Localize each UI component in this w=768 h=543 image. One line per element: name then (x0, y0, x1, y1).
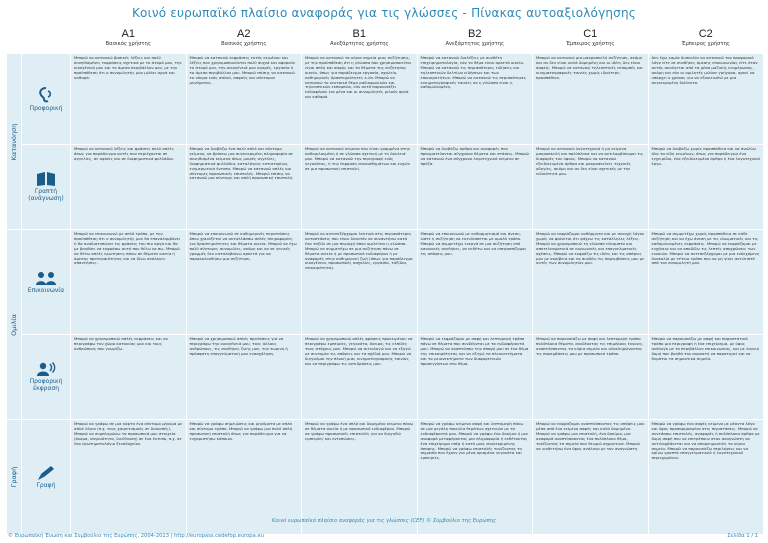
category-understanding: Κατανόηση (7, 54, 21, 229)
descriptor-reading-c2: Μπορώ να διαβάζω χωρίς προσπάθεια και να αναλύω όλα τα είδη κειμένων, όπως για παράδειγμα ένα εγχειρίδιο, ένα εξειδικευμένο άρθρο ή ένα λογοτεχνικό έργο. (649, 145, 764, 229)
conversation-icon (35, 270, 57, 286)
level-header-row (7, 27, 763, 53)
book-icon (35, 171, 57, 187)
descriptor-interaction-b2: Μπορώ να επικοινωνώ με αυθορμητισμό και άνεση, ώστε η συζήτηση να εκτυλίσσεται με ομαλό τρόπο. Μπορώ να συμμετέχω ενεργά σε μια συζήτηση υπό κανονικές συνθήκες, να εκθέτω και να υπερασπίζομαι τις απόψεις μου. (418, 230, 533, 334)
descriptor-reading-a2: Μπορώ να διαβάζω ένα πολύ απλό και σύντομο κείμενο, να βρίσκω μια συγκεκριμένη πληροφορία σε συνηθισμένα κείμενα όπως μικρές αγγελίες, διαφημιστικά φυλλάδια, καταλόγους εστιατορίων, ενημερωτικά έντυπα. Μπορώ να κατανοώ απλές και σύντομες προσωπικές επιστολές. Μπορώ επίσης να κατανοώ μια σύντομη και απλή προσωπική επιστολή. (187, 145, 302, 229)
descriptor-listening-a2: Μπορώ να κατανοώ εκφράσεις εκτός κειμένου και λέξεις που χρησιμοποιούνται πολύ συχνά και αφορούν το άτομό μου, την οικογένειά μου αγορές, εργασία ή το άμεσο περιβάλλον μου. Μπορώ επίσης να κατανοώ το νόημα ενός απλού, σαφούς και σύντομου μηνύματος. (187, 54, 302, 144)
descriptor-listening-a1: Μπορώ να κατανοώ βασικές λέξεις και πολύ συνηθισμένες εκφράσεις σχετικά με το άτομό μου, την οικογένειά μου και το άμεσο περιβάλλον μου, με την προϋπόθεση ότι ο συνομιλητής μου μιλάει αργά και καθαρά. (71, 54, 186, 144)
skill-interaction: Επικοινωνία (22, 230, 70, 334)
descriptor-interaction-b1: Μπορώ να αντεπεξέρχομαι λεκτικά στις περισσότερες καταστάσεις που είναι δυνατόν να συναντήσω κατά ένα ταξίδι σε μια περιοχή όπου ομιλείται η γλώσσα. Μπορώ να συμμετέχω σε μια συζήτηση πάνω σε θέματα οικεία ή με προσωπικό ενδιαφέρον ή με αναφορές στην καθημερινή ζωή (όπως για παράδειγμα οικογένεια, προσωπικές ασχολίες, εργασία, ταξίδια, επικαιρότητα). (302, 230, 417, 334)
descriptor-listening-c2: Δεν έχω καμία δυσκολία να κατανοώ τον προφορικό λόγο είτε σε συνθήκες άμεσης επικοινωνίας είτε όταν αυτός ακούγεται από τα μέσα μαζικής ενημέρωσης, ακόμη και εάν οι ομιλητές μιλάνε γρήγορα, αρκεί να υπάρχει ο χρόνος για να εξοικειωθώ με μια συγκεκριμένη διάλεκτο. (649, 54, 764, 144)
descriptor-writing-b1: Μπορώ να γράφω ένα απλό και δομημένο κείμενο πάνω σε θέματα οικεία ή με προσωπικό ενδιαφέρον. Μπορώ να γράφω προσωπικές επιστολές για να διηγηθώ εμπειρίες και εντυπώσεις. (302, 420, 417, 534)
descriptor-writing-c2: Μπορώ να γράφω ένα σαφές κείμενο με ρέοντα λόγο και ύφος προσαρμοσμένο στις περιστάσεις. Μπορώ να συντάσσω επιστολές, αναφορές ή πολύπλοκα άρθρα με δομή σαφή που να επιτρέπουν στον αναγνώστη να αντιλαμβάνεται και να απομνημονεύει τα κύρια σημεία. Μπορώ να παρουσιάζω περιλήψεις και να κρίνω γραπτά επαγγελματικού ή λογοτεχνικού περιεχομένου. (649, 420, 764, 534)
reading-row (7, 145, 763, 229)
skill-production: Προφορική έκφραση (22, 335, 70, 419)
ear-icon (35, 86, 57, 104)
level-header-a1: A1 Βασικός χρήστης (71, 27, 186, 53)
writing-row (7, 420, 763, 534)
copyright-footer: © Ευρωπαϊκή Ένωση και Συμβούλιο της Ευρώπης, 2004-2013 | http://europass.cedefop.europa.eu (8, 533, 264, 539)
descriptor-reading-b1: Μπορώ να κατανοώ κείμενα που είναι γραμμένα στην καθομιλουμένη ή σε γλώσσα σχετική με τη δουλειά μου. Μπορώ να κατανοώ την περιγραφή ενός γεγονότος, ή την έκφραση συναισθημάτων και ευχών σε μια προσωπική επιστολή. (302, 145, 417, 229)
category-writing: Γραφή (7, 420, 21, 534)
descriptor-reading-b2: Μπορώ να διαβάζω άρθρα και αναφορές που πραγματεύονται σύγχρονα θέματα και στάσεις. Μπορώ να κατανοώ ένα σύγχρονο λογοτεχνικό κείμενο σε πρόζα. (418, 145, 533, 229)
self-assessment-grid (6, 26, 764, 535)
descriptor-production-c1: Μπορώ να παρουσιάζω με σαφή και λεπτομερή τρόπο πολύπλοκα θέματα, συνδέοντας τις επιμέρους έννοιες, αναπτύσσοντας τα κύρια σημεία και ολοκληρώνοντας τις παρεμβάσεις μου με προσωπικό τρόπο. (533, 335, 648, 419)
descriptor-listening-b1: Μπορώ να κατανοώ τα κύρια σημεία μιας συζήτησης, με την προϋπόθεση ότι η γλώσσα που χρησιμοποιείται είναι απλή και σαφής και τα θέματα της συζήτησης οικεία, όπως για παράδειγμα εργασία, σχολείο, καθημερινές δραστηριότητες κ.λπ. Μπορώ να κατανοώ το κεντρικό θέμα ραδιοφωνικών και τηλεοπτικών εκπομπών, εάν αυτό παρουσιάζει ενδιαφέρον για μένα και οι συνομιλητές μιλούν αργά και καθαρά. (302, 54, 417, 144)
level-header-a2: A2 Βασικός χρήστης (187, 27, 302, 53)
production-row (7, 335, 763, 419)
descriptor-production-c2: Μπορώ να παρουσιάζω με σαφή και παραστατικό τρόπο μια περιγραφή ή ένα επιχείρημα, με ύφος ανάλογο με το περιβάλλον επικοινωνίας, και με λογική δομή που βοηθά τον ακροατή να παρατηρεί και να θυμάται τα σημαντικά σημεία. (649, 335, 764, 419)
descriptor-reading-a1: Μπορώ να κατανοώ λέξεις και φράσεις πολύ απλές όπως για παράδειγμα αυτές που περιέχονται σε αγγελίες, σε αφίσες και σε διαφημιστικά φυλλάδια. (71, 145, 186, 229)
descriptor-listening-c1: Μπορώ να κατανοώ μια μακροσκελή συζήτηση, ακόμη και αν δεν είναι καλά δομημένη και οι ιδέες δεν είναι σαφείς. Μπορώ να κατανοώ τηλεοπτικές εκπομπές και κινηματογραφικές ταινίες χωρίς ιδιαίτερη προσπάθεια. (533, 54, 648, 144)
level-header-b2: B2 Ανεξάρτητος χρήστης (418, 27, 533, 53)
skill-reading: Γραπτή (ανάγνωση) (22, 145, 70, 229)
descriptor-production-b1: Μπορώ να χρησιμοποιώ απλές φράσεις προκειμένου να περιγράψω εμπειρίες, γεγονότα, όνειρα, τις ελπίδες τους στόχους μου. Μπορώ να αιτιολογώ και να εξηγώ με συντομία τις απόψεις και τα σχέδιά μου. Μπορώ να διηγούμαι την πλοκή μιας κινηματογραφικής ταινίας και να περιγράφω τις αντιδράσεις μου. (302, 335, 417, 419)
descriptor-writing-c1: Μπορώ να εκφράζομαι αναπτύσσοντας τις απόψεις μου μέσα από ένα κείμενο σαφές και καλά δομημένο. Μπορώ να γράφω μια επιστολή, ένα δοκίμιο, μια αναφορά αναπτύσσοντας ένα πολύπλοκο θέμα, τονίζοντας τα σημεία που θεωρώ σημαντικά. Μπορώ να υιοθετήσω ένα ύφος ανάλογο με τον αναγνώστη. (533, 420, 648, 534)
descriptor-production-a2: Μπορώ να χρησιμοποιώ απλές προτάσεις για να περιγράφω την οικογένειά μου, τους άλλους ανθρώπους, τις συνθήκες ζωής μου, την τωρινή ή πρόσφατη επαγγελματική μου ενασχόληση. (187, 335, 302, 419)
descriptor-interaction-c2: Μπορώ να συμμετέχω χωρίς προσπάθεια σε κάθε συζήτηση και να έχω άνεση με τις ιδιωματικές και τις καθομιλουμένες εκφράσεις. Μπορώ να εκφράζομαι με ευχέρεια και να αποδίδω τις λεπτές αποχρώσεις των εννοιών. Μπορώ να αντεπεξέρχομαι με μια ενδεχόμενη δυσκολία με τέτοιο τρόπο που να μη γίνει αντιληπτό από τον συνομιλητή μου. (649, 230, 764, 334)
level-header-b1: B1 Ανεξάρτητος χρήστης (302, 27, 417, 53)
skill-writing: Γραφή (22, 420, 70, 534)
page-title: Κοινό ευρωπαϊκό πλαίσιο αναφοράς για τις γλώσσες - Πίνακας αυτοαξιολόγησης (131, 6, 637, 20)
descriptor-writing-a2: Μπορώ να γράφω σημειώσεις και μηνύματα με απλά και σύντομο τρόπο. Μπορώ να γράφω μια πολύ απλή προσωπική επιστολή όπως για παράδειγμα για να ευχαριστήσω κάποιον. (187, 420, 302, 534)
descriptor-listening-b2: Μπορώ να κατανοώ διαλέξεις με συνθέτη επιχειρηματολογία, εάν το θέμα είναι αρκετά οικείο. Μπορώ να κατανοώ τις περισσότερες ειδήσεις και τηλεοπτικών δελτίων ειδήσεων και των επικαιροτήτων. Μπορώ να κατανοώ τις περισσότερες κινηματογραφικές ταινίες αν η γλώσσα είναι η καθομιλουμένη. (418, 54, 533, 144)
descriptor-reading-c1: Μπορώ να κατανοώ λογοτεχνικά ή μη κείμενα μακροσκελή και πολύπλοκα και να αντιλαμβάνομαι τις διαφορές του ύφους. Μπορώ να κατανοώ εξειδικευμένα άρθρα και μακροσκελείς τεχνικές οδηγίες, ακόμη και αν δεν είναι σχετικές με την ειδικότητά μου. (533, 145, 648, 229)
descriptor-production-b2: Μπορώ να εκφράζομαι με σαφή και λεπτομερή τρόπο πάνω σε θέματα που συνδέονται με τα ενδιαφέροντά μου. Μπορώ να αναπτύσσω την άποψή μου σε ένα θέμα της επικαιρότητας και να εξηγώ τα πλεονεκτήματα και τα μειονεκτήματα των διαφορετικών προσεγγίσεων στο θέμα. (418, 335, 533, 419)
pen-icon (35, 465, 57, 481)
speaking-icon (35, 361, 57, 377)
interaction-row (7, 230, 763, 334)
descriptor-writing-b2: Μπορώ να γράφω κείμενα σαφή και λεπτομερή πάνω σε μια μεγάλη ποικιλία θεμάτων σχετικών με τα ενδιαφέροντά μου. Μπορώ να γράφω ένα δοκίμιο ή μια αναφορά μεταφέροντας μια πληροφορία ή εκθέτοντας ένα επιχείρημα υπέρ ή κατά μιας συγκεκριμένης άποψης. Μπορώ να γράφω επιστολές τονίζοντας τη σημασία που έχουν για μένα ορισμένα γεγονότα και εμπειρίες. (418, 420, 533, 534)
footnote: Κοινό ευρωπαϊκό πλαίσιο αναφοράς για τις γλώσσες (CEF) © Συμβούλιο της Ευρώπης (271, 518, 497, 524)
listening-row (7, 54, 763, 144)
descriptor-interaction-a1: Μπορώ να επικοινωνώ με απλό τρόπο, με την προϋπόθεση ότι ο συνομιλητής μου θα επαναλαμβάνει ή θα αναδιατυπώνει τις φράσεις του πιο αργά και θα με βοηθάει να εκφράσω αυτό που θέλω να πω. Μπορώ να θέτω απλές ερωτήσεις πάνω σε θέματα οικεία ή άμεσης προτεραιότητας και να δίνω ανάλογες απαντήσεις. (71, 230, 186, 334)
skill-listening: Προφορική (22, 54, 70, 144)
category-speaking: Ομιλία (7, 230, 21, 419)
descriptor-writing-a1: Μπορώ να γράφω σε μια κάρτα ένα σύντομο μήνυμα με απλά λόγια (π.χ. τους χαιρετισμούς σε διακοπές). Μπορώ να συμπληρώνω τα προσωπικά μου στοιχεία (όνομα, υπηκοότητα, διεύθυνση) σε ένα έντυπο, π.χ. σε ένα ερωτηματολόγιο ξενοδοχείου. (71, 420, 186, 534)
descriptor-interaction-a2: Μπορώ να επικοινωνώ σε καθημερινές περιστάσεις όπου χρειάζεται να ανταλλάσσω απλές πληροφορίες για δραστηριότητες και θέματα οικεία. Μπορώ να έχω πολύ σύντομες συνομιλίες, ακόμη και αν σε γενικές γραμμές δεν καταλαβαίνω αρκετά για να παρακολουθήσω μια συζήτηση. (187, 230, 302, 334)
page-number: Σελίδα 1 / 1 (727, 533, 758, 539)
level-header-c1: C1 Έμπειρος χρήστης (533, 27, 648, 53)
descriptor-production-a1: Μπορώ να χρησιμοποιώ απλές εκφράσεις και να περιγράφω τον χώρο κατοικίας μου και τους ανθρώπους που γνωρίζω. (71, 335, 186, 419)
level-header-c2: C2 Έμπειρος χρήστης (649, 27, 764, 53)
descriptor-interaction-c1: Μπορώ να εκφράζομαι αυθόρμητα και με συνοχή λόγου χωρίς να φαίνεται ότι ψάχνω τις κατάλληλες λέξεις. Μπορώ να χρησιμοποιώ τη γλώσσα εύκαμπτα και αποτελεσματικά σε κοινωνικές και επαγγελματικές σχέσεις. Μπορώ να εκφράζω τις ιδέες και τις απόψεις μου με ακρίβεια και να συνδέω τις παρεμβάσεις μου με αυτές των συνομιλητών μου. (533, 230, 648, 334)
